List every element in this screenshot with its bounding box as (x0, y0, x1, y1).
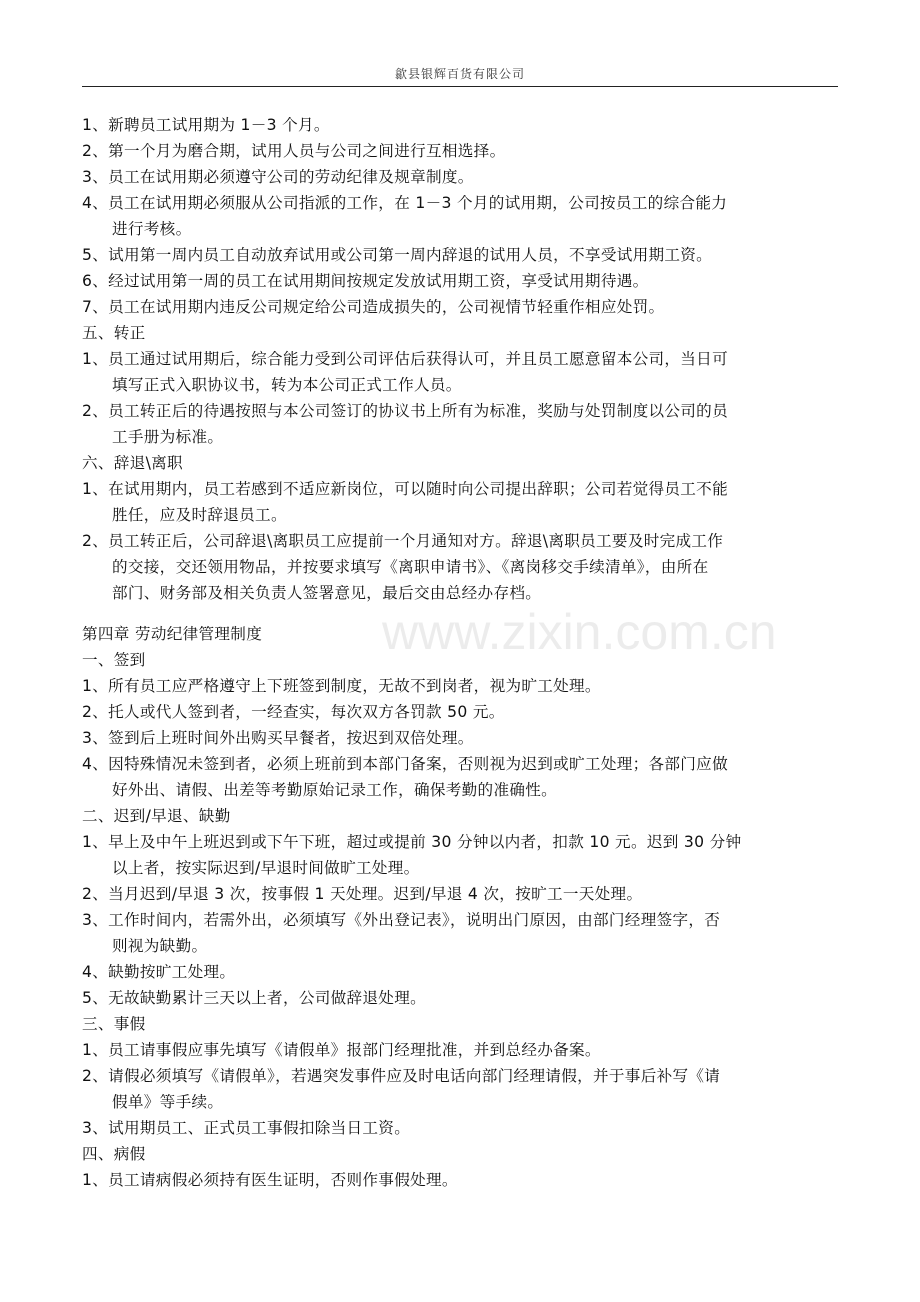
text-line: 2、托人或代人签到者，一经查实，每次双方各罚款 50 元。 (82, 703, 505, 721)
text-line-continuation: 填写正式入职协议书，转为本公司正式工作人员。 (112, 376, 462, 394)
text-line: 三、事假 (82, 1015, 146, 1033)
text-line: 4、员工在试用期必须服从公司指派的工作，在 1－3 个月的试用期，公司按员工的综合能力 (82, 194, 728, 212)
page-header (82, 60, 838, 87)
document-body (82, 112, 842, 1193)
text-line: 1、员工请病假必须持有医生证明，否则作事假处理。 (82, 1171, 458, 1189)
text-line: 2、员工转正后的待遇按照与本公司签订的协议书上所有为标准，奖励与处罚制度以公司的员 (82, 402, 728, 420)
text-line-continuation: 工手册为标准。 (112, 428, 224, 446)
text-line: 7、员工在试用期内违反公司规定给公司造成损失的，公司视情节轻重作相应处罚。 (82, 298, 665, 316)
text-line: 4、缺勤按旷工处理。 (82, 963, 236, 981)
text-line-continuation: 的交接，交还领用物品，并按要求填写《离职申请书》、《离岗移交手续清单》，由所在 (112, 558, 709, 576)
text-line: 1、新聘员工试用期为 1－3 个月。 (82, 116, 330, 134)
text-line-continuation: 胜任，应及时辞退员工。 (112, 506, 287, 524)
text-line: 2、请假必须填写《请假单》，若遇突发事件应及时电话向部门经理请假，并于事后补写《请 (82, 1067, 721, 1085)
text-line: 六、辞退\离职 (82, 454, 183, 472)
text-line-continuation: 好外出、请假、出差等考勤原始记录工作，确保考勤的准确性。 (112, 781, 558, 799)
text-line: 3、工作时间内，若需外出，必须填写《外出登记表》，说明出门原因，由部门经理签字，否 (82, 911, 721, 929)
text-line: 1、员工请事假应事先填写《请假单》报部门经理批准，并到总经办备案。 (82, 1041, 601, 1059)
text-line: 3、员工在试用期必须遵守公司的劳动纪律及规章制度。 (82, 168, 474, 186)
text-line: 第四章 劳动纪律管理制度 (82, 625, 263, 643)
text-line: 5、无故缺勤累计三天以上者，公司做辞退处理。 (82, 989, 426, 1007)
paragraph-gap (82, 606, 842, 621)
header-company-name: 歙县银辉百货有限公司 (394, 67, 525, 81)
text-line-continuation: 进行考核。 (112, 220, 192, 238)
text-line: 二、迟到/早退、缺勤 (82, 807, 231, 825)
text-line: 1、员工通过试用期后，综合能力受到公司评估后获得认可，并且员工愿意留本公司，当日可 (82, 350, 728, 368)
text-line: 4、因特殊情况未签到者，必须上班前到本部门备案，否则视为迟到或旷工处理；各部门应做 (82, 755, 728, 773)
text-line: 3、签到后上班时间外出购买早餐者，按迟到双倍处理。 (82, 729, 474, 747)
text-line: 1、所有员工应严格遵守上下班签到制度，无故不到岗者，视为旷工处理。 (82, 677, 601, 695)
watermark: www.zixin.com.cn (382, 604, 777, 660)
text-line-continuation: 假单》等手续。 (112, 1093, 224, 1111)
text-line: 3、试用期员工、正式员工事假扣除当日工资。 (82, 1119, 411, 1137)
text-line: 2、员工转正后，公司辞退\离职员工应提前一个月通知对方。辞退\离职员工要及时完成工作 (82, 532, 724, 550)
text-line: 2、第一个月为磨合期，试用人员与公司之间进行互相选择。 (82, 142, 506, 160)
text-line: 5、试用第一周内员工自动放弃试用或公司第一周内辞退的试用人员，不享受试用期工资。 (82, 246, 713, 264)
text-line: 1、早上及中午上班迟到或下午下班，超过或提前 30 分钟以内者，扣款 10 元。迟到 30 分钟 (82, 833, 742, 851)
text-line: 五、转正 (82, 324, 146, 342)
text-line-continuation: 则视为缺勤。 (112, 937, 208, 955)
text-line-continuation: 部门、财务部及相关负责人签署意见，最后交由总经办存档。 (112, 584, 542, 602)
text-line: 1、在试用期内，员工若感到不适应新岗位，可以随时向公司提出辞职；公司若觉得员工不能 (82, 480, 728, 498)
text-line-continuation: 以上者，按实际迟到/早退时间做旷工处理。 (112, 859, 420, 877)
text-line: 四、病假 (82, 1145, 146, 1163)
text-line: 2、当月迟到/早退 3 次，按事假 1 天处理。迟到/早退 4 次，按旷工一天处理。 (82, 885, 643, 903)
text-line: 6、经过试用第一周的员工在试用期间按规定发放试用期工资，享受试用期待遇。 (82, 272, 649, 290)
text-line: 一、签到 (82, 651, 146, 669)
